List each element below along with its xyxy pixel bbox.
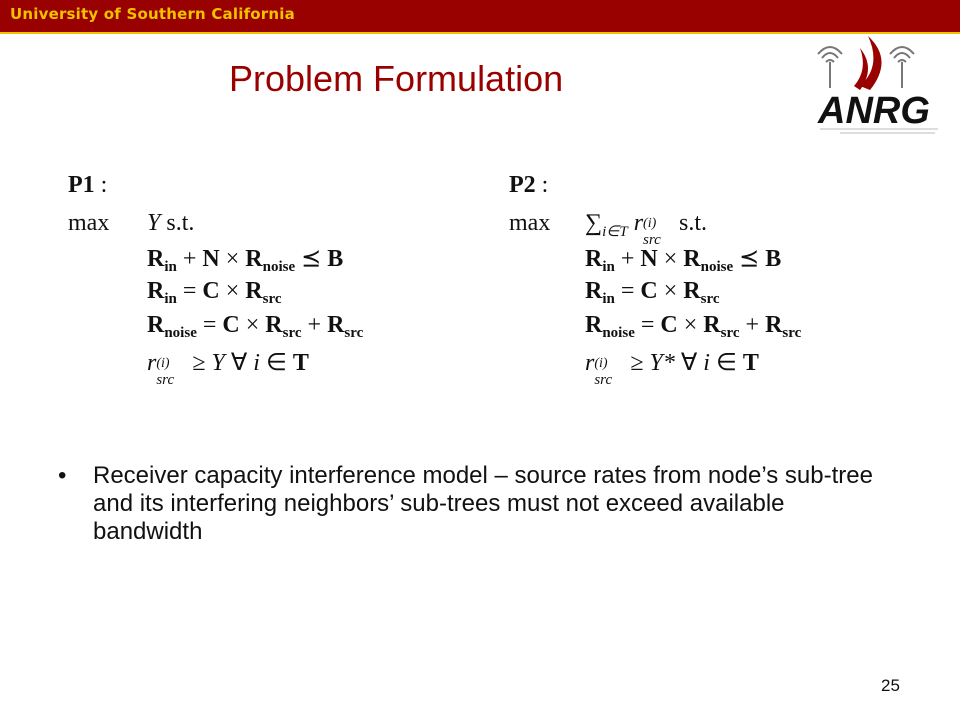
anrg-logo [810,36,940,136]
logo-text: ANRG [818,90,930,132]
p1-objective: Y [147,210,161,236]
p1-max: max [68,210,110,236]
page-number: 25 [881,676,900,695]
university-name: University of Southern California [10,5,295,23]
p1-constraint-1: $R_{in} + N \times R_{noise}$ ⪯ B [147,246,344,275]
p2-max: max [509,210,551,236]
p2-constraint-2: $R_{in} = C \times R_{src}$ [585,278,720,307]
p2-constraint-1: $R_{in} + N \times R_{noise}$ ⪯ B [585,246,782,275]
p1-constraint-2: $R_{in} = C \times R_{src}$ [147,278,282,307]
p2-constraint-3: $R_{noise} = C \times R_{src} + R_{src}$ [585,312,802,341]
p2-constraint-4: r (i) src ≥ Y* ∀ i ∈ T [585,350,759,388]
p1-constraint-3: $R_{noise} = C \times R_{src} + R_{src}$ [147,312,364,341]
p1-label: P1 [68,172,95,198]
p1-colon: : [100,172,108,198]
p2-objective: $\sum_{i\in T}$ r (i) src s.t. [585,210,708,248]
p1-st: s.t. [166,210,195,236]
slide-title: Problem Formulation [229,58,564,99]
bullet-marker: • [58,462,67,489]
header-bar [0,0,960,34]
p2-colon: : [541,172,549,198]
bullet-text: Receiver capacity interference model – source rates from node’s sub-tree and its interfering neighbors’ sub-trees must not exceed available bandwidth [93,462,873,546]
p1-constraint-4: r (i) src ≥ Y ∀ i ∈ T [147,350,309,388]
p2-label: P2 [509,172,536,198]
